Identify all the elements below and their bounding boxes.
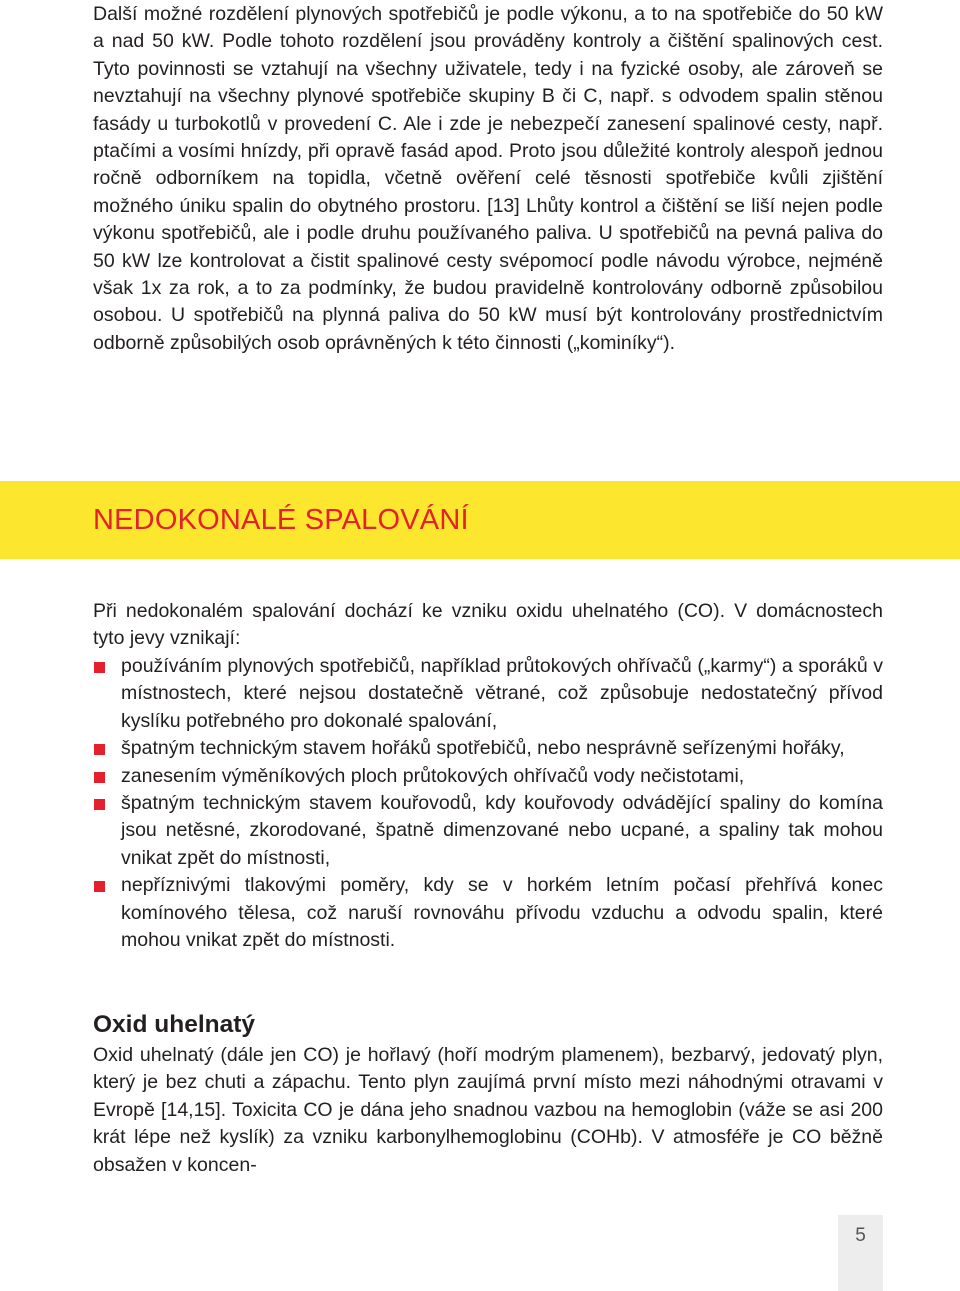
list-item: používáním plynových spotřebičů, například průtokových ohřívačů („karmy“) a sporáků v místnostech, které nejsou dostatečně větrané, což způsobuje nedostatečný přívod kyslíku potřebného pro dokonalé spalování, xyxy=(93,653,883,735)
bullet-square-icon xyxy=(94,799,105,810)
bullet-square-icon xyxy=(94,744,105,755)
cause-list xyxy=(93,653,883,954)
list-item: špatným technickým stavem hořáků spotřebičů, nebo nesprávně seřízenými hořáky, xyxy=(93,735,883,762)
section-banner xyxy=(0,481,960,559)
section-intro: Při nedokonalém spalování dochází ke vzniku oxidu uhelnatého (CO). V domácnostech tyto jevy vznikají: xyxy=(93,600,883,650)
subsection-title: Oxid uhelnatý xyxy=(93,1011,256,1038)
bullet-square-icon xyxy=(94,662,105,673)
section-title: NEDOKONALÉ SPALOVÁNÍ xyxy=(93,504,469,536)
page-number-box xyxy=(838,1215,883,1291)
intro-paragraph: Další možné rozdělení plynových spotřebičů je podle výkonu, a to na spotřebiče do 50 kW a nad 50 kW. Podle tohoto rozdělení jsou prováděny kontroly a čištění spalinových cest. Tyto povinnosti se vztahují na všechny uživatele, tedy i na fyzické osoby, ale zároveň se nevztahují na všechny plynové spotřebiče skupiny B či C, např. s odvodem spalin stěnou fasády u turbokotlů v provedení C. Ale i zde je nebezpečí zanesení spalinové cesty, např. ptačími a vosími hnízdy, při opravě fasád apod. Proto jsou důležité kontroly alespoň jednou ročně odborníkem na topidla, včetně ověření celé těsnosti spotřebiče kvůli zjištění možného úniku spalin do obytného prostoru. [13] Lhůty kontrol a čištění se liší nejen podle výkonu spotřebičů, ale i podle druhu používaného paliva. U spotřebičů na pevná paliva do 50 kW lze kontrolovat a čistit spalinové cesty svépomocí podle návodu výrobce, nejméně však 1x za rok, a to za podmínky, že budou pravidelně kontrolovány odborně způsobilou osobou. U spotřebičů na plynná paliva do 50 kW musí být kontrolovány prostřednictvím odborně způsobilých osob oprávněných k této činnosti („kominíky“). xyxy=(93,3,883,354)
bullet-square-icon xyxy=(94,772,105,783)
list-item: špatným technickým stavem kouřovodů, kdy kouřovody odvádějící spaliny do komína jsou netěsné, zkorodované, špatně dimenzované nebo ucpané, a spaliny tak mohou vnikat zpět do místnosti, xyxy=(93,790,883,872)
subsection-paragraph: Oxid uhelnatý (dále jen CO) je hořlavý (hoří modrým plamenem), bezbarvý, jedovatý plyn, který je bez chuti a zápachu. Tento plyn zaujímá první místo mezi náhodnými otravami v Evropě [14,15]. Toxicita CO je dána jeho snadnou vazbou na hemoglobin (váže se asi 200 krát lépe než kyslík) za vzniku karbonylhemoglobinu (COHb). V atmosféře je CO běžně obsažen v koncen- xyxy=(93,1044,883,1176)
page-number: 5 xyxy=(855,1225,866,1246)
list-item: zanesením výměníkových ploch průtokových ohřívačů vody nečistotami, xyxy=(93,763,883,790)
list-item: nepříznivými tlakovými poměry, kdy se v horkém letním počasí přehřívá konec komínového tělesa, což naruší rovnováhu přívodu vzduchu a odvodu spalin, které mohou vnikat zpět do místnosti. xyxy=(93,872,883,954)
bullet-square-icon xyxy=(94,881,105,892)
